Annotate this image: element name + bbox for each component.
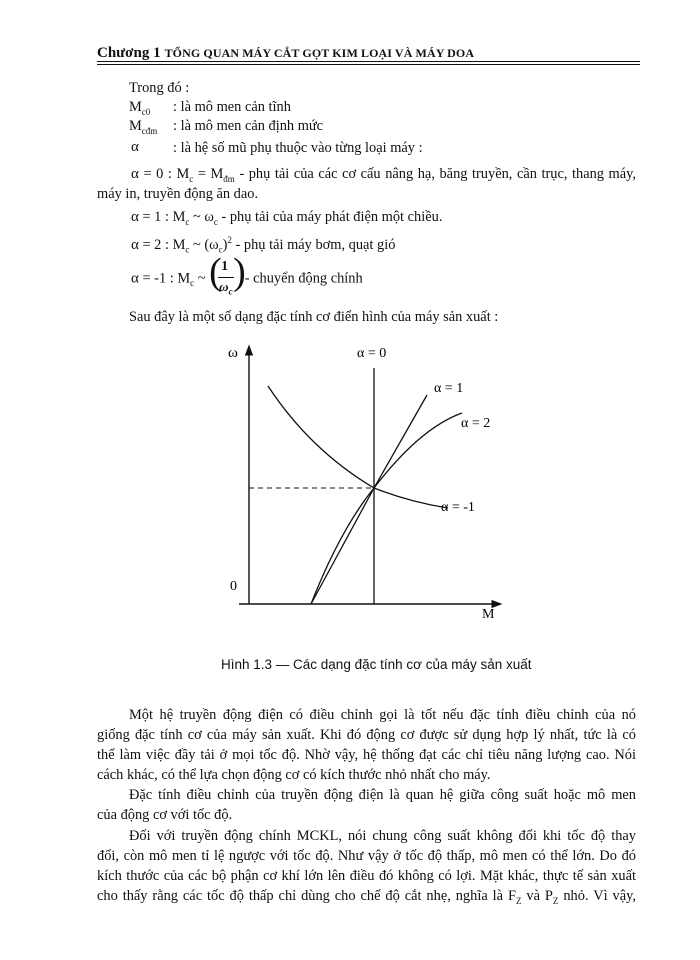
def-mc0-desc: : là mô men cản tĩnh [173, 99, 291, 115]
fraction-one-over-omega: ( 1 $\omega_c$ ) [209, 251, 246, 297]
label-alpha-2: α = 2 [461, 416, 491, 431]
x-axis-label: M [482, 607, 495, 622]
paragraph-1-line-4: cách khác, có thể lựa chọn động cơ có kích thước nhỏ nhất cho máy. [97, 767, 491, 783]
label-alpha-0: α = 0 [357, 346, 387, 361]
case-alpha-1: α = 1 : $M_c$ ~ $\omega_c$ - phụ tải của máy phát điện một chiều. [131, 209, 443, 227]
def-alpha: α [131, 139, 139, 155]
paragraph-1-line-3: thể làm việc đầy tải ở mọi tốc độ. Nhờ vậy, hệ thống đạt các chỉ tiêu năng lượng cao. Nói [97, 747, 636, 763]
paragraph-3-line-2: đổi, còn mô men tỉ lệ ngược với tốc độ. Như vậy ở tốc độ thấp, mô men có thể lớn. Do đó [97, 848, 636, 864]
paragraph-3-line-1: Đối với truyền động chính MCKL, nói chung công suất không đổi khi tốc độ thay [129, 828, 636, 844]
case-alpha-2: α = 2 : $M_c$ ~ $(\omega_c)^2$ - phụ tải máy bơm, quạt gió [131, 235, 396, 255]
figure-lead: Sau đây là một số dạng đặc tính cơ điển hình của máy sản xuất : [129, 309, 499, 325]
case-alpha-minus-1: α = -1 : $M_c$ ~ ( 1 $\omega_c$ ) - chuyển động chính [131, 259, 363, 299]
paragraph-2-line-1: Đặc tính điều chỉnh của truyền động điện là quan hệ giữa công suất hoặc mô men [129, 787, 636, 803]
defs-intro: Trong đó : [129, 80, 190, 96]
paragraph-1-line-2: giống đặc tính cơ của máy sản xuất. Khi đó động cơ được sử dụng hợp lý nhất, tức là có [97, 727, 636, 743]
curve-alpha-2 [311, 413, 462, 604]
paragraph-3-line-3: kích thước của các bộ phận cơ khí lớn lên điều đó không có lợi. Mặt khác, thực tế sản xuất [97, 868, 636, 884]
case-alpha-0: α = 0 : $M_c = M_{đm}$ - phụ tải của các cơ cấu nâng hạ, băng truyền, cần trục, thang máy, [131, 166, 636, 184]
label-alpha-1: α = 1 [434, 381, 464, 396]
paragraph-1-line-1: Một hệ truyền động điện có điều chỉnh gọi là tốt nếu đặc tính điều chỉnh của nó [129, 707, 636, 723]
figure-caption: Hình 1.3 — Các dạng đặc tính cơ của máy sản xuất [221, 657, 532, 672]
def-mcdm: $M_{cđm}$ [129, 118, 158, 136]
def-mc0: $M_{c0}$ [129, 99, 151, 117]
def-mcdm-desc: : là mô men cản định mức [173, 118, 324, 134]
chapter-title: TỔNG QUAN MÁY CẮT GỌT KIM LOẠI VÀ MÁY DOA [164, 46, 475, 60]
label-alpha-minus-1: α = -1 [441, 500, 475, 515]
y-axis-label: ω [228, 345, 238, 361]
def-alpha-desc: : là hệ số mũ phụ thuộc vào từng loại máy : [173, 140, 423, 156]
chapter-label: Chương 1 [97, 45, 161, 61]
case-alpha-0-cont: máy in, truyền động ăn dao. [97, 186, 259, 202]
paragraph-3-line-4: cho thấy rằng các tốc độ thấp chỉ dùng cho chế độ cắt nhẹ, nghĩa là $F_Z$ và $P_Z$ nhỏ. Vì vậy, [97, 888, 636, 906]
paragraph-2-line-2: của động cơ với tốc độ. [97, 807, 233, 823]
origin-label: 0 [230, 579, 237, 594]
